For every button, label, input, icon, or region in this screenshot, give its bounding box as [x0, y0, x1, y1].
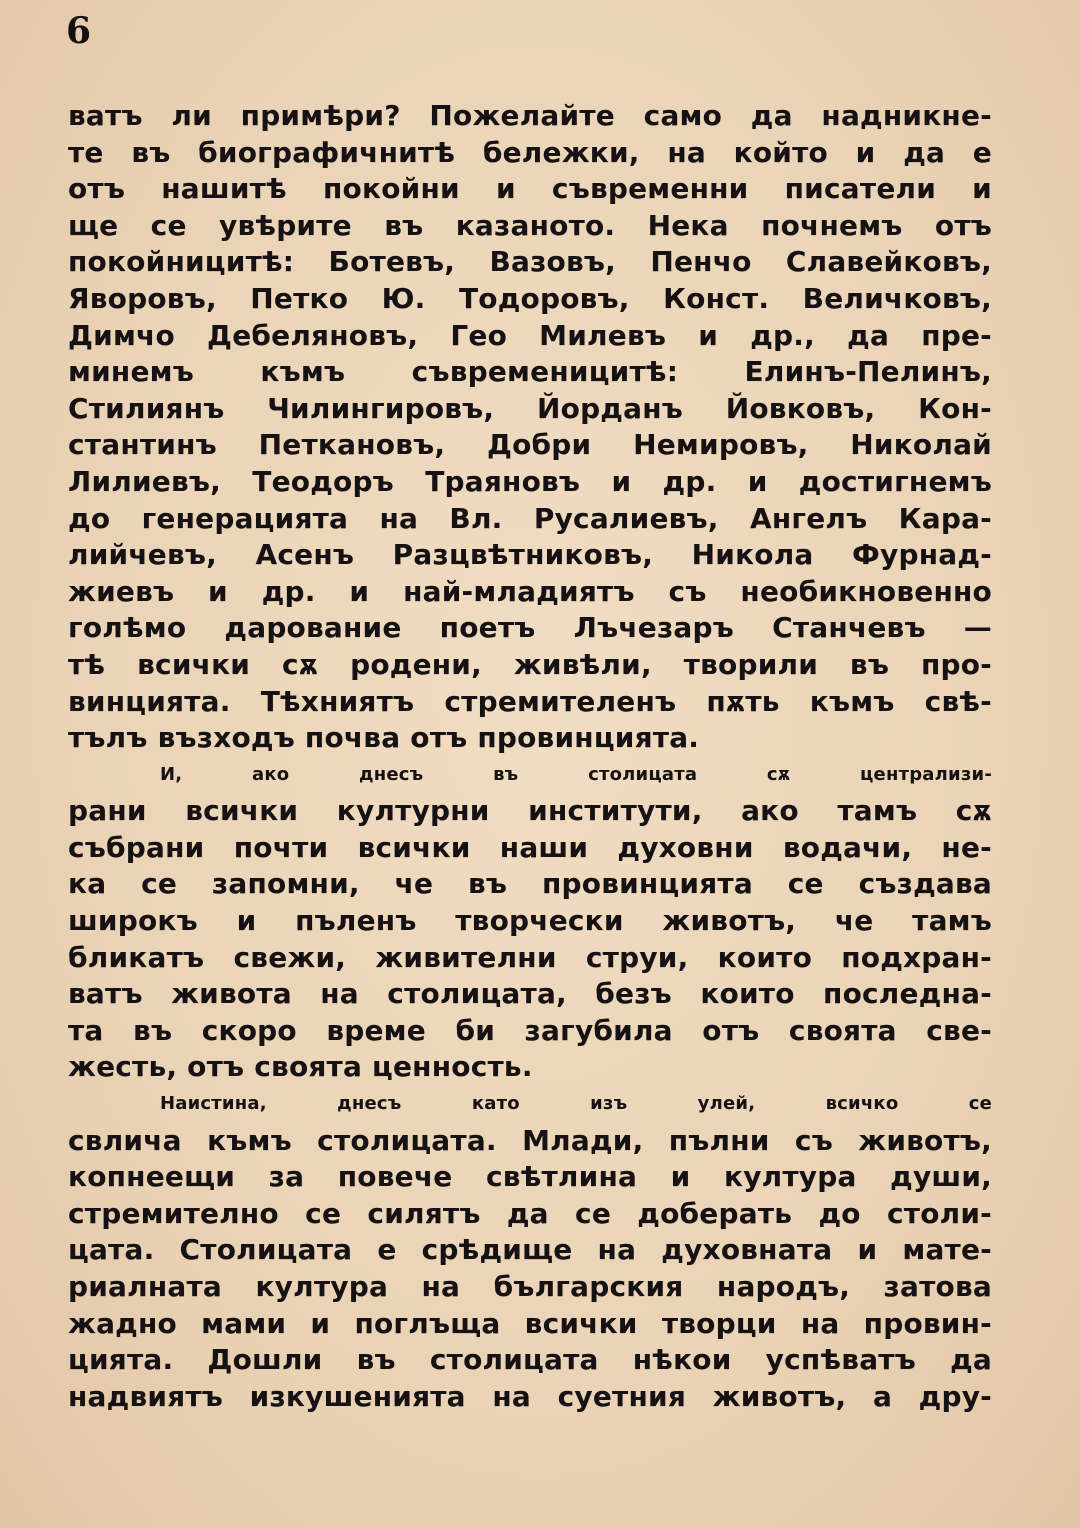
text-line: ка се запомни, че въ провинцията се създава — [68, 867, 992, 901]
text-line: минемъ къмъ съвременицитѣ: Елинъ-Пелинъ, — [68, 355, 992, 389]
text-line: покойницитѣ: Ботевъ, Вазовъ, Пенчо Славейковъ, — [68, 245, 992, 279]
text-line: Наистина, днесъ като изъ улей, всичко се — [160, 1093, 992, 1115]
text-line: тълъ възходъ почва отъ провинцията. — [68, 721, 700, 755]
text-line: стантинъ Петкановъ, Добри Немировъ, Николай — [68, 428, 992, 462]
text-line: до генерацията на Вл. Русалиевъ, Ангелъ Кара- — [68, 501, 992, 535]
text-line: та въ скоро време би загубила отъ своята све- — [68, 1013, 992, 1047]
text-line: те въ биографичнитѣ бележки, на който и да е — [68, 135, 992, 169]
text-line: широкъ и пъленъ творчески животъ, че тамъ — [68, 904, 992, 938]
text-line: ватъ ли примѣри? Пожелайте само да надникне- — [68, 99, 992, 132]
text-line: събрани почти всички наши духовни водачи, не- — [68, 830, 992, 864]
text-line: цията. Дошли въ столицата нѣкои успѣватъ да — [68, 1343, 992, 1377]
text-line: цата. Столицата е срѣдище на духовната и мате- — [68, 1233, 992, 1267]
text-line: свлича къмъ столицата. Млади, пълни съ животъ, — [68, 1123, 992, 1157]
text-line: Димчо Дебеляновъ, Гео Милевъ и др., да пре- — [68, 318, 992, 352]
text-line: ще се увѣрите въ казаното. Нека почнемъ отъ — [68, 208, 992, 242]
text-line: Стилиянъ Чилингировъ, Йорданъ Йовковъ, Кон- — [68, 391, 992, 425]
text-line: И, ако днесъ въ столицата сѫ централизи- — [160, 763, 992, 785]
text-line: надвиятъ изкушенията на суетния животъ, а дру- — [68, 1379, 992, 1413]
text-line: голѣмо дарование поетъ Лъчезаръ Станчевъ — — [68, 611, 992, 645]
body-text — [68, 98, 992, 1415]
text-line: тѣ всички сѫ родени, живѣли, творили въ про- — [68, 647, 992, 681]
text-line: жесть, отъ своята ценность. — [68, 1050, 533, 1084]
page-number: 6 — [66, 10, 92, 52]
text-line: жиевъ и др. и най-младиятъ съ необикновенно — [68, 574, 992, 608]
text-line: ватъ живота на столицата, безъ които последна- — [68, 977, 992, 1011]
text-line: винцията. Тѣхниятъ стремителенъ пѫть къмъ свѣ- — [68, 684, 992, 718]
text-line: рани всички културни институти, ако тамъ сѫ — [68, 794, 992, 828]
text-line: жадно мами и поглъща всички творци на провин- — [68, 1306, 992, 1340]
text-line: Яворовъ, Петко Ю. Тодоровъ, Конст. Величковъ, — [68, 281, 992, 315]
text-line: копнеещи за повече свѣтлина и култура души, — [68, 1160, 992, 1194]
text-line: отъ нашитѣ покойни и съвременни писатели и — [68, 172, 992, 206]
text-line: лийчевъ, Асенъ Разцвѣтниковъ, Никола Фурнад- — [68, 538, 992, 572]
text-line: Лилиевъ, Теодоръ Траяновъ и др. и достигнемъ — [68, 464, 992, 498]
text-line: риалната култура на българския народъ, затова — [68, 1270, 992, 1303]
text-line: бликатъ свежи, живителни струи, които подхран- — [68, 940, 992, 974]
text-line: стремително се силятъ да се доберать до столи- — [68, 1196, 992, 1230]
